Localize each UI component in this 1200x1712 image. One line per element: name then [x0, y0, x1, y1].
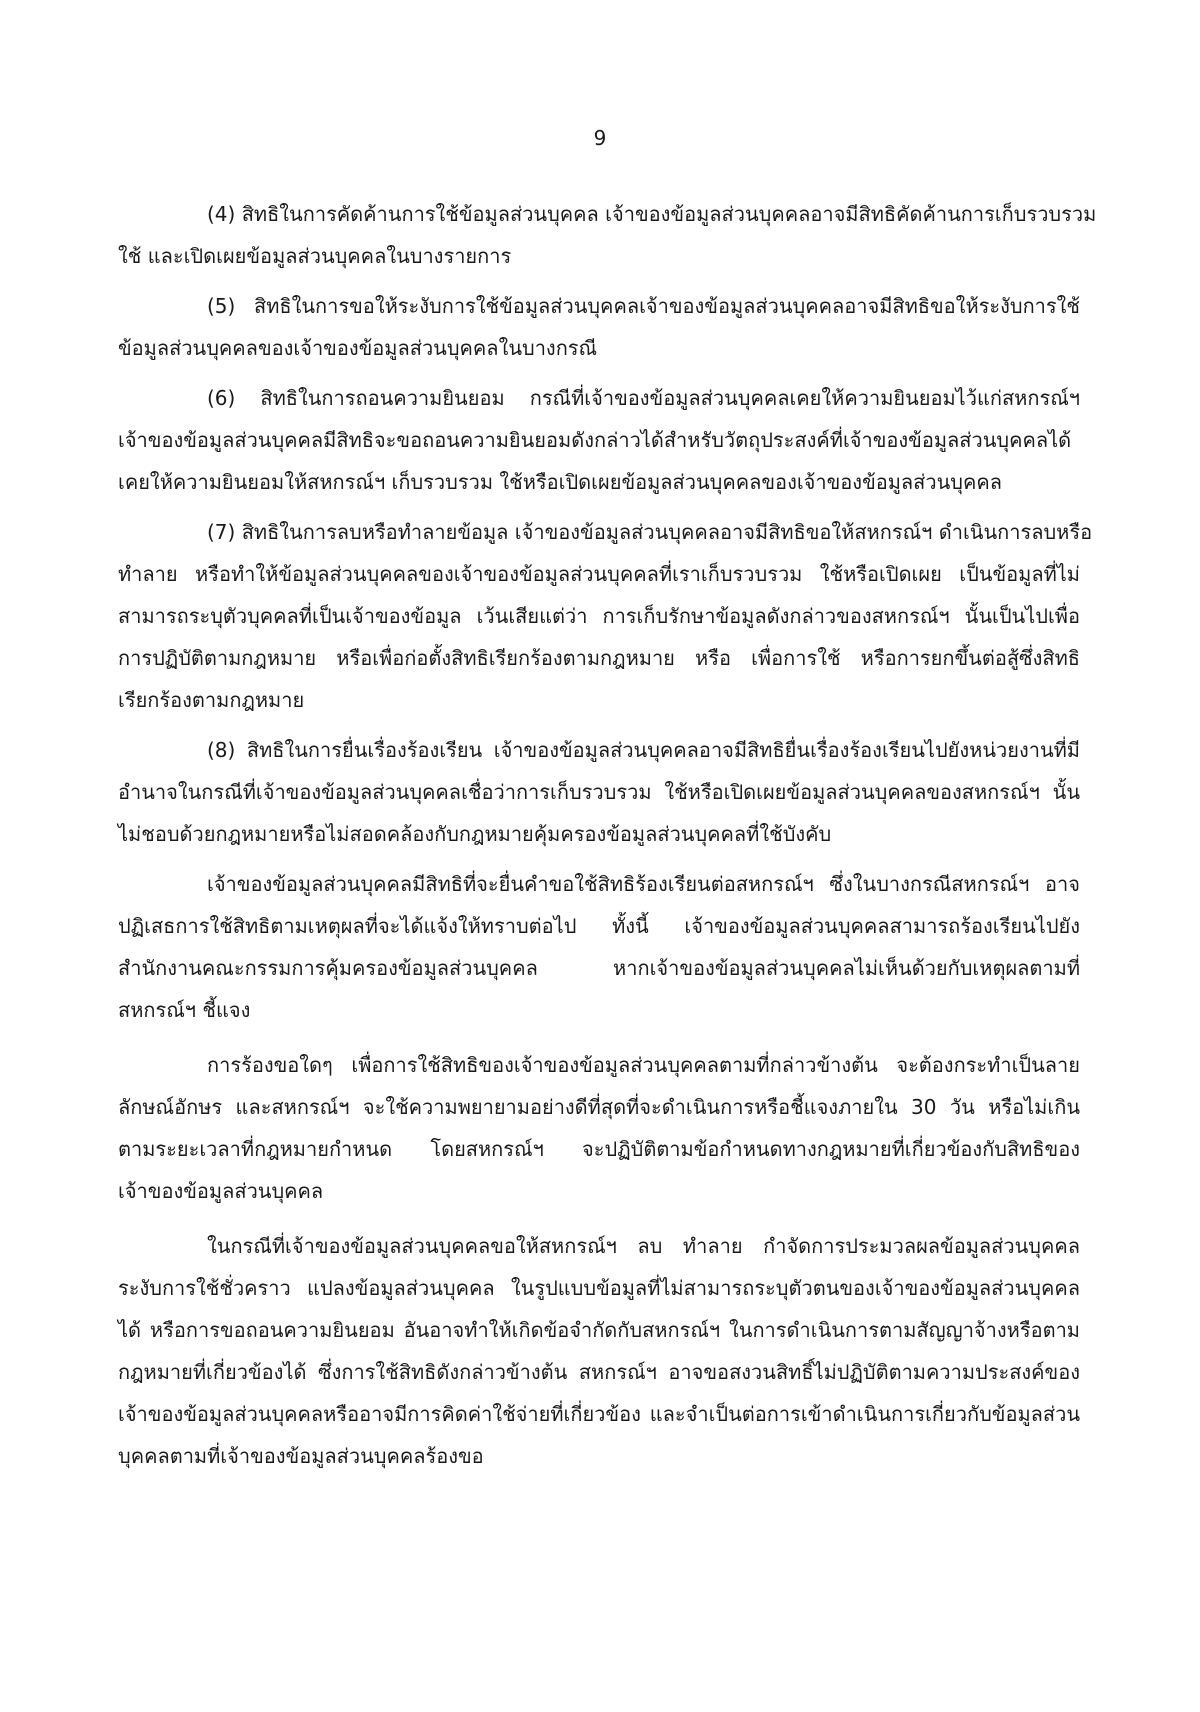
- text-line: เจ้าของข้อมูลส่วนบุคคล: [118, 1179, 324, 1203]
- paragraph: [118, 377, 1080, 503]
- text-line: การปฏิบัติตามกฎหมาย หรือเพื่อก่อตั้งสิทธิเรียกร้องตามกฎหมาย หรือ เพื่อการใช้ หรือการยกขึ้นต่อสู้ซึ่งสิทธิ: [118, 646, 1080, 670]
- text-line: เจ้าของข้อมูลส่วนบุคคลหรืออาจมีการคิดค่าใช้จ่ายที่เกี่ยวข้อง และจำเป็นต่อการเข้าดำเนินการเกี่ยวกับข้อมูลส่วน: [118, 1402, 1080, 1426]
- text-line: เคยให้ความยินยอมให้สหกรณ์ฯ เก็บรวบรวม ใช้หรือเปิดเผยข้อมูลส่วนบุคคลของเจ้าของข้อมูลส่วนบุคคล: [118, 470, 1003, 494]
- paragraph: [118, 729, 1080, 855]
- text-line: เรียกร้องตามกฎหมาย: [118, 688, 305, 712]
- paragraph: [118, 863, 1080, 1031]
- text-line: (5) สิทธิในการขอให้ระงับการใช้ข้อมูลส่วนบุคคลเจ้าของข้อมูลส่วนบุคคลอาจมีสิทธิขอให้ระงับการใช้: [207, 294, 1080, 318]
- text-line: ใช้ และเปิดเผยข้อมูลส่วนบุคคลในบางรายการ: [118, 244, 512, 268]
- text-line: สามารถระบุตัวบุคคลที่เป็นเจ้าของข้อมูล เว้นเสียแต่ว่า การเก็บรักษาข้อมูลดังกล่าวของสหกรณ์ฯ นั้นเป็นไปเพื่อ: [118, 604, 1080, 628]
- text-line: กฎหมายที่เกี่ยวข้องได้ ซึ่งการใช้สิทธิดังกล่าวข้างต้น สหกรณ์ฯ อาจขอสงวนสิทธิ์ไม่ปฏิบัติตามความประสงค์ของ: [118, 1360, 1080, 1384]
- paragraph: [118, 285, 1080, 369]
- text-line: สำนักงานคณะกรรมการคุ้มครองข้อมูลส่วนบุคคล หากเจ้าของข้อมูลส่วนบุคคลไม่เห็นด้วยกับเหตุผลตามที่: [118, 956, 1080, 980]
- text-line: ในกรณีที่เจ้าของข้อมูลส่วนบุคคลขอให้สหกรณ์ฯ ลบ ทำลาย กำจัดการประมวลผลข้อมูลส่วนบุคคล: [207, 1234, 1080, 1258]
- text-line: ปฏิเสธการใช้สิทธิตามเหตุผลที่จะได้แจ้งให้ทราบต่อไป ทั้งนี้ เจ้าของข้อมูลส่วนบุคคลสามารถร้องเรียนไปยัง: [118, 914, 1080, 938]
- text-line: (8) สิทธิในการยื่นเรื่องร้องเรียน เจ้าของข้อมูลส่วนบุคคลอาจมีสิทธิยื่นเรื่องร้องเรียนไปยังหน่วยงานที่มี: [207, 738, 1080, 762]
- text-line: การร้องขอใดๆ เพื่อการใช้สิทธิของเจ้าของข้อมูลส่วนบุคคลตามที่กล่าวข้างต้น จะต้องกระทำเป็นลาย: [207, 1053, 1080, 1077]
- text-line: ระงับการใช้ชั่วคราว แปลงข้อมูลส่วนบุคคล ในรูปแบบข้อมูลที่ไม่สามารถระบุตัวตนของเจ้าของข้อมูลส่วนบุคคล: [118, 1276, 1080, 1300]
- text-line: สหกรณ์ฯ ชี้แจง: [118, 998, 251, 1022]
- page-number: 9: [593, 126, 607, 150]
- text-line: (6) สิทธิในการถอนความยินยอม กรณีที่เจ้าของข้อมูลส่วนบุคคลเคยให้ความยินยอมไว้แก่สหกรณ์ฯ: [207, 386, 1080, 410]
- text-line: (4) สิทธิในการคัดค้านการใช้ข้อมูลส่วนบุคคล เจ้าของข้อมูลส่วนบุคคลอาจมีสิทธิคัดค้านการเก็บรวบรวม: [207, 202, 1097, 226]
- text-line: ลักษณ์อักษร และสหกรณ์ฯ จะใช้ความพยายามอย่างดีที่สุดที่จะดำเนินการหรือชี้แจงภายใน 30 วัน หรือไม่เกิน: [118, 1095, 1080, 1119]
- text-line: ได้ หรือการขอถอนความยินยอม อันอาจทำให้เกิดข้อจำกัดกับสหกรณ์ฯ ในการดำเนินการตามสัญญาจ้างหรือตาม: [118, 1318, 1080, 1342]
- paragraph: [118, 511, 1093, 721]
- text-line: อำนาจในกรณีที่เจ้าของข้อมูลส่วนบุคคลเชื่อว่าการเก็บรวบรวม ใช้หรือเปิดเผยข้อมูลส่วนบุคคลของสหกรณ์ฯ นั้น: [118, 780, 1080, 804]
- text-line: บุคคลตามที่เจ้าของข้อมูลส่วนบุคคลร้องขอ: [118, 1444, 484, 1468]
- text-line: ไม่ชอบด้วยกฎหมายหรือไม่สอดคล้องกับกฎหมายคุ้มครองข้อมูลส่วนบุคคลที่ใช้บังคับ: [118, 822, 832, 846]
- text-line: เจ้าของข้อมูลส่วนบุคคลมีสิทธิที่จะยื่นคำขอใช้สิทธิร้องเรียนต่อสหกรณ์ฯ ซึ่งในบางกรณีสหกรณ์ฯ อาจ: [207, 872, 1080, 896]
- text-line: ทำลาย หรือทำให้ข้อมูลส่วนบุคคลของเจ้าของข้อมูลส่วนบุคคลที่เราเก็บรวบรวม ใช้หรือเปิดเผย เป็นข้อมูลที่ไม่: [118, 562, 1080, 586]
- paragraph: [118, 1044, 1080, 1212]
- paragraph: [118, 1225, 1080, 1477]
- text-line: ตามระยะเวลาที่กฎหมายกำหนด โดยสหกรณ์ฯ จะปฏิบัติตามข้อกำหนดทางกฎหมายที่เกี่ยวข้องกับสิทธิของ: [118, 1137, 1080, 1161]
- paragraph: [118, 193, 1097, 277]
- text-line: ข้อมูลส่วนบุคคลของเจ้าของข้อมูลส่วนบุคคลในบางกรณี: [118, 336, 598, 360]
- document-body: [118, 193, 1097, 1477]
- text-line: เจ้าของข้อมูลส่วนบุคคลมีสิทธิจะขอถอนความยินยอมดังกล่าวได้สำหรับวัตถุประสงค์ที่เจ้าของข้อมูลส่วนบุคคลได้: [118, 428, 1072, 452]
- text-line: (7) สิทธิในการลบหรือทำลายข้อมูล เจ้าของข้อมูลส่วนบุคคลอาจมีสิทธิขอให้สหกรณ์ฯ ดำเนินการลบหรือ: [207, 520, 1093, 544]
